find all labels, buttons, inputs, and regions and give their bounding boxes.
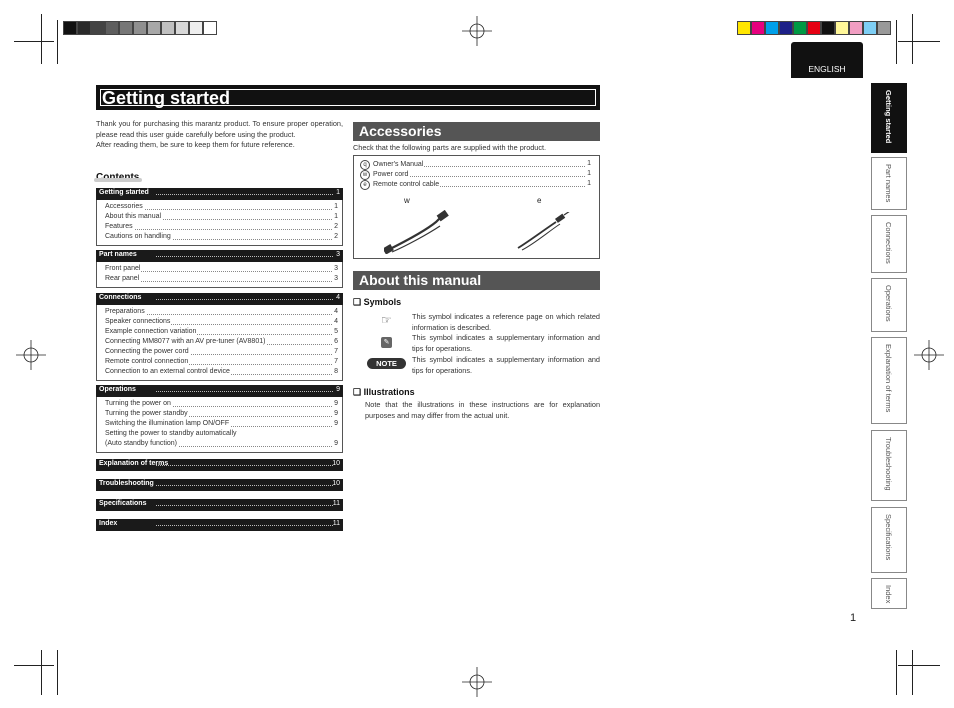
registration-mark-top — [462, 16, 492, 46]
tip-icon: ✎ — [381, 337, 392, 348]
item-number-badge: w — [360, 170, 370, 180]
accessory-quantity: 1 — [587, 170, 591, 177]
toc-section-title: Troubleshooting — [99, 480, 154, 487]
toc-item-title: Cautions on handling — [105, 233, 171, 240]
toc-item-page: 9 — [334, 400, 338, 407]
toc-item-title: Speaker connections — [105, 318, 171, 325]
toc-section-link[interactable] — [96, 499, 343, 511]
toc-item-link[interactable] — [105, 233, 338, 243]
toc-item-page: 9 — [334, 420, 338, 427]
gray-swatch — [119, 21, 133, 35]
toc-leader — [156, 256, 333, 257]
figure-label: w — [404, 196, 410, 205]
toc-item-link[interactable] — [105, 223, 338, 233]
toc-section-page: 4 — [336, 294, 340, 301]
toc-item-page: 4 — [334, 308, 338, 315]
toc-item-link[interactable] — [105, 203, 338, 213]
toc-item-link[interactable] — [105, 410, 338, 420]
item-number-badge: e — [360, 180, 370, 190]
toc-item-page: 9 — [334, 440, 338, 447]
toc-item-link[interactable] — [105, 368, 338, 378]
gray-swatch — [147, 21, 161, 35]
toc-item-page: 1 — [334, 213, 338, 220]
accessories-heading-bar — [353, 122, 600, 141]
symbol-description: This symbol indicates a supplementary information and tips for operations. — [412, 355, 600, 375]
gray-swatch — [91, 21, 105, 35]
symbol-description: This symbol indicates a reference page on which related information is described. — [412, 312, 600, 332]
toc-item-title: (Auto standby function) — [105, 440, 177, 447]
color-swatch — [807, 21, 821, 35]
toc-leader — [156, 299, 333, 300]
toc-leader — [156, 465, 333, 466]
toc-item-title: Connecting the power cord — [105, 348, 189, 355]
side-tab[interactable] — [871, 578, 907, 609]
accessory-quantity: 1 — [587, 180, 591, 187]
toc-leader — [156, 194, 333, 195]
toc-leader — [156, 391, 333, 392]
intro-paragraph: Thank you for purchasing this marantz product. To ensure proper operation, please read this user guide carefully before using the product. — [96, 119, 343, 139]
toc-item-title: Setting the power to standby automatically — [105, 430, 237, 437]
toc-item-title: Connection to an external control device — [105, 368, 230, 375]
toc-section-page: 3 — [336, 251, 340, 258]
language-label: ENGLISH — [808, 64, 846, 74]
side-tab[interactable] — [871, 507, 907, 573]
registration-mark-left — [16, 340, 46, 370]
language-tab — [791, 42, 863, 78]
toc-item-link[interactable] — [105, 265, 338, 275]
toc-item-link[interactable] — [105, 328, 338, 338]
toc-item-title: Accessories — [105, 203, 143, 210]
accessory-label — [360, 160, 424, 170]
toc-item-page: 2 — [334, 223, 338, 230]
accessories-heading: Accessories — [359, 123, 442, 139]
color-swatch — [877, 21, 891, 35]
toc-section-box — [96, 397, 343, 453]
item-number-badge: q — [360, 160, 370, 170]
toc-item-link[interactable] — [105, 308, 338, 318]
toc-section-link[interactable] — [96, 188, 343, 200]
toc-section-link[interactable] — [96, 385, 343, 397]
toc-item-link[interactable] — [105, 213, 338, 223]
side-tab-label: Specifications — [884, 514, 893, 561]
toc-section-link[interactable] — [96, 250, 343, 262]
toc-item-link[interactable] — [105, 318, 338, 328]
color-swatch — [765, 21, 779, 35]
toc-section-title: Operations — [99, 386, 136, 393]
toc-section-page: 11 — [332, 500, 340, 507]
remote-control-cable-illustration — [514, 212, 574, 252]
toc-item-page: 9 — [334, 410, 338, 417]
side-tab[interactable] — [871, 83, 907, 153]
accessory-name: Power cord — [373, 171, 409, 178]
side-tab-label: Getting started — [884, 90, 893, 144]
accessory-name: Remote control cable — [373, 181, 440, 188]
toc-item-link[interactable] — [105, 430, 338, 440]
registration-mark-right — [914, 340, 944, 370]
contents-heading — [96, 167, 139, 185]
toc-section-box — [96, 262, 343, 288]
registration-mark-bottom — [462, 667, 492, 697]
color-swatch — [863, 21, 877, 35]
toc-item-page: 3 — [334, 275, 338, 282]
toc-item-page: 2 — [334, 233, 338, 240]
side-tab-label: Part names — [884, 164, 893, 203]
toc-item-title: Preparations — [105, 308, 145, 315]
toc-item-link[interactable] — [105, 348, 338, 358]
toc-section-link[interactable] — [96, 459, 343, 471]
toc-item-title: Turning the power on — [105, 400, 171, 407]
toc-item-link[interactable] — [105, 420, 338, 430]
side-tab-label: Connections — [884, 222, 893, 264]
toc-item-page: 6 — [334, 338, 338, 345]
toc-item-page: 3 — [334, 265, 338, 272]
toc-item-title: Example connection variation — [105, 328, 197, 335]
toc-item-page: 1 — [334, 203, 338, 210]
accessory-label — [360, 180, 440, 190]
page-number: 1 — [850, 612, 857, 624]
color-swatch — [835, 21, 849, 35]
color-swatch — [793, 21, 807, 35]
toc-item-link[interactable] — [105, 440, 338, 450]
toc-section-title: Specifications — [99, 500, 147, 507]
toc-leader — [156, 525, 333, 526]
color-swatch — [751, 21, 765, 35]
toc-item-page: 8 — [334, 368, 338, 375]
gray-swatch — [77, 21, 91, 35]
illustrations-heading: ❏ Illustrations — [353, 387, 415, 397]
symbol-description: This symbol indicates a supplementary information and tips for operations. — [412, 333, 600, 353]
toc-leader — [156, 505, 333, 506]
toc-item-page: 4 — [334, 318, 338, 325]
toc-section-link[interactable] — [96, 519, 343, 531]
side-tab-label: Explanation of terms — [884, 344, 893, 413]
symbols-heading: ❏ Symbols — [353, 297, 402, 307]
color-swatch — [849, 21, 863, 35]
toc-item-title: Features — [105, 223, 133, 230]
gray-swatch — [133, 21, 147, 35]
intro-text — [96, 119, 343, 151]
toc-leader — [156, 485, 333, 486]
page-title-bar — [96, 85, 600, 110]
accessory-name: Owner's Manual — [373, 161, 424, 168]
side-tab-label: Troubleshooting — [884, 437, 893, 491]
side-tab[interactable] — [871, 278, 907, 332]
toc-section-link[interactable] — [96, 293, 343, 305]
toc-item-page: 5 — [334, 328, 338, 335]
color-swatch — [779, 21, 793, 35]
toc-section-title: Connections — [99, 294, 142, 301]
accessory-item — [360, 170, 591, 180]
gray-swatch — [189, 21, 203, 35]
toc-section-page: 9 — [336, 386, 340, 393]
note-badge: NOTE — [367, 358, 406, 369]
toc-item-title: Front panel — [105, 265, 141, 272]
toc-item-page: 7 — [334, 358, 338, 365]
accessories-intro: Check that the following parts are supplied with the product. — [353, 143, 547, 152]
color-swatch — [737, 21, 751, 35]
toc-section-title: Index — [99, 520, 118, 527]
toc-section-page: 10 — [332, 480, 340, 487]
toc-item-title: Rear panel — [105, 275, 140, 282]
toc-item-link[interactable] — [105, 275, 338, 285]
side-tab[interactable] — [871, 337, 907, 424]
toc-leader — [105, 229, 338, 230]
toc-item-title: Turning the power standby — [105, 410, 188, 417]
page-title: Getting started — [102, 88, 231, 108]
side-tab-label: Operations — [884, 285, 893, 322]
gray-swatch — [203, 21, 217, 35]
gray-swatch — [161, 21, 175, 35]
toc-item-title: About this manual — [105, 213, 162, 220]
pointing-hand-icon: ☞ — [381, 313, 392, 327]
figure-label: e — [537, 196, 542, 205]
side-tab[interactable] — [871, 157, 907, 210]
accessories-box — [353, 155, 600, 259]
gray-swatch — [63, 21, 77, 35]
toc-section-title: Explanation of terms — [99, 460, 169, 467]
toc-section-page: 10 — [332, 460, 340, 467]
about-heading-bar — [353, 271, 600, 290]
color-swatch — [821, 21, 835, 35]
illustrations-text: Note that the illustrations in these instructions are for explanation purposes and may differ from the actual unit. — [365, 400, 600, 420]
toc-item-title: Remote control connection — [105, 358, 189, 365]
accessory-item — [360, 160, 591, 170]
gray-swatch — [105, 21, 119, 35]
toc-section-page: 1 — [336, 189, 340, 196]
intro-paragraph: After reading them, be sure to keep them for future reference. — [96, 140, 295, 149]
checkbox-bullet-icon: ❏ — [353, 387, 362, 397]
toc-item-title: Switching the illumination lamp ON/OFF — [105, 420, 230, 427]
side-tab[interactable] — [871, 430, 907, 501]
toc-section-box — [96, 200, 343, 246]
power-cord-illustration — [384, 210, 454, 254]
toc-item-title: Connecting MM8077 with an AV pre-tuner (AV8801) — [105, 338, 266, 345]
gray-swatch — [175, 21, 189, 35]
toc-item-link[interactable] — [105, 358, 338, 368]
accessory-label — [360, 170, 409, 180]
toc-item-page: 7 — [334, 348, 338, 355]
toc-item-link[interactable] — [105, 400, 338, 410]
side-tab[interactable] — [871, 215, 907, 273]
toc-section-title: Part names — [99, 251, 137, 258]
accessory-item — [360, 180, 591, 190]
toc-section-link[interactable] — [96, 479, 343, 491]
toc-section-page: 11 — [332, 520, 340, 527]
toc-section-title: Getting started — [99, 189, 149, 196]
side-tab-label: Index — [884, 585, 893, 604]
checkbox-bullet-icon: ❏ — [353, 297, 362, 307]
toc-section-box — [96, 305, 343, 381]
accessory-quantity: 1 — [587, 160, 591, 167]
toc-item-link[interactable] — [105, 338, 338, 348]
about-heading: About this manual — [359, 272, 482, 288]
